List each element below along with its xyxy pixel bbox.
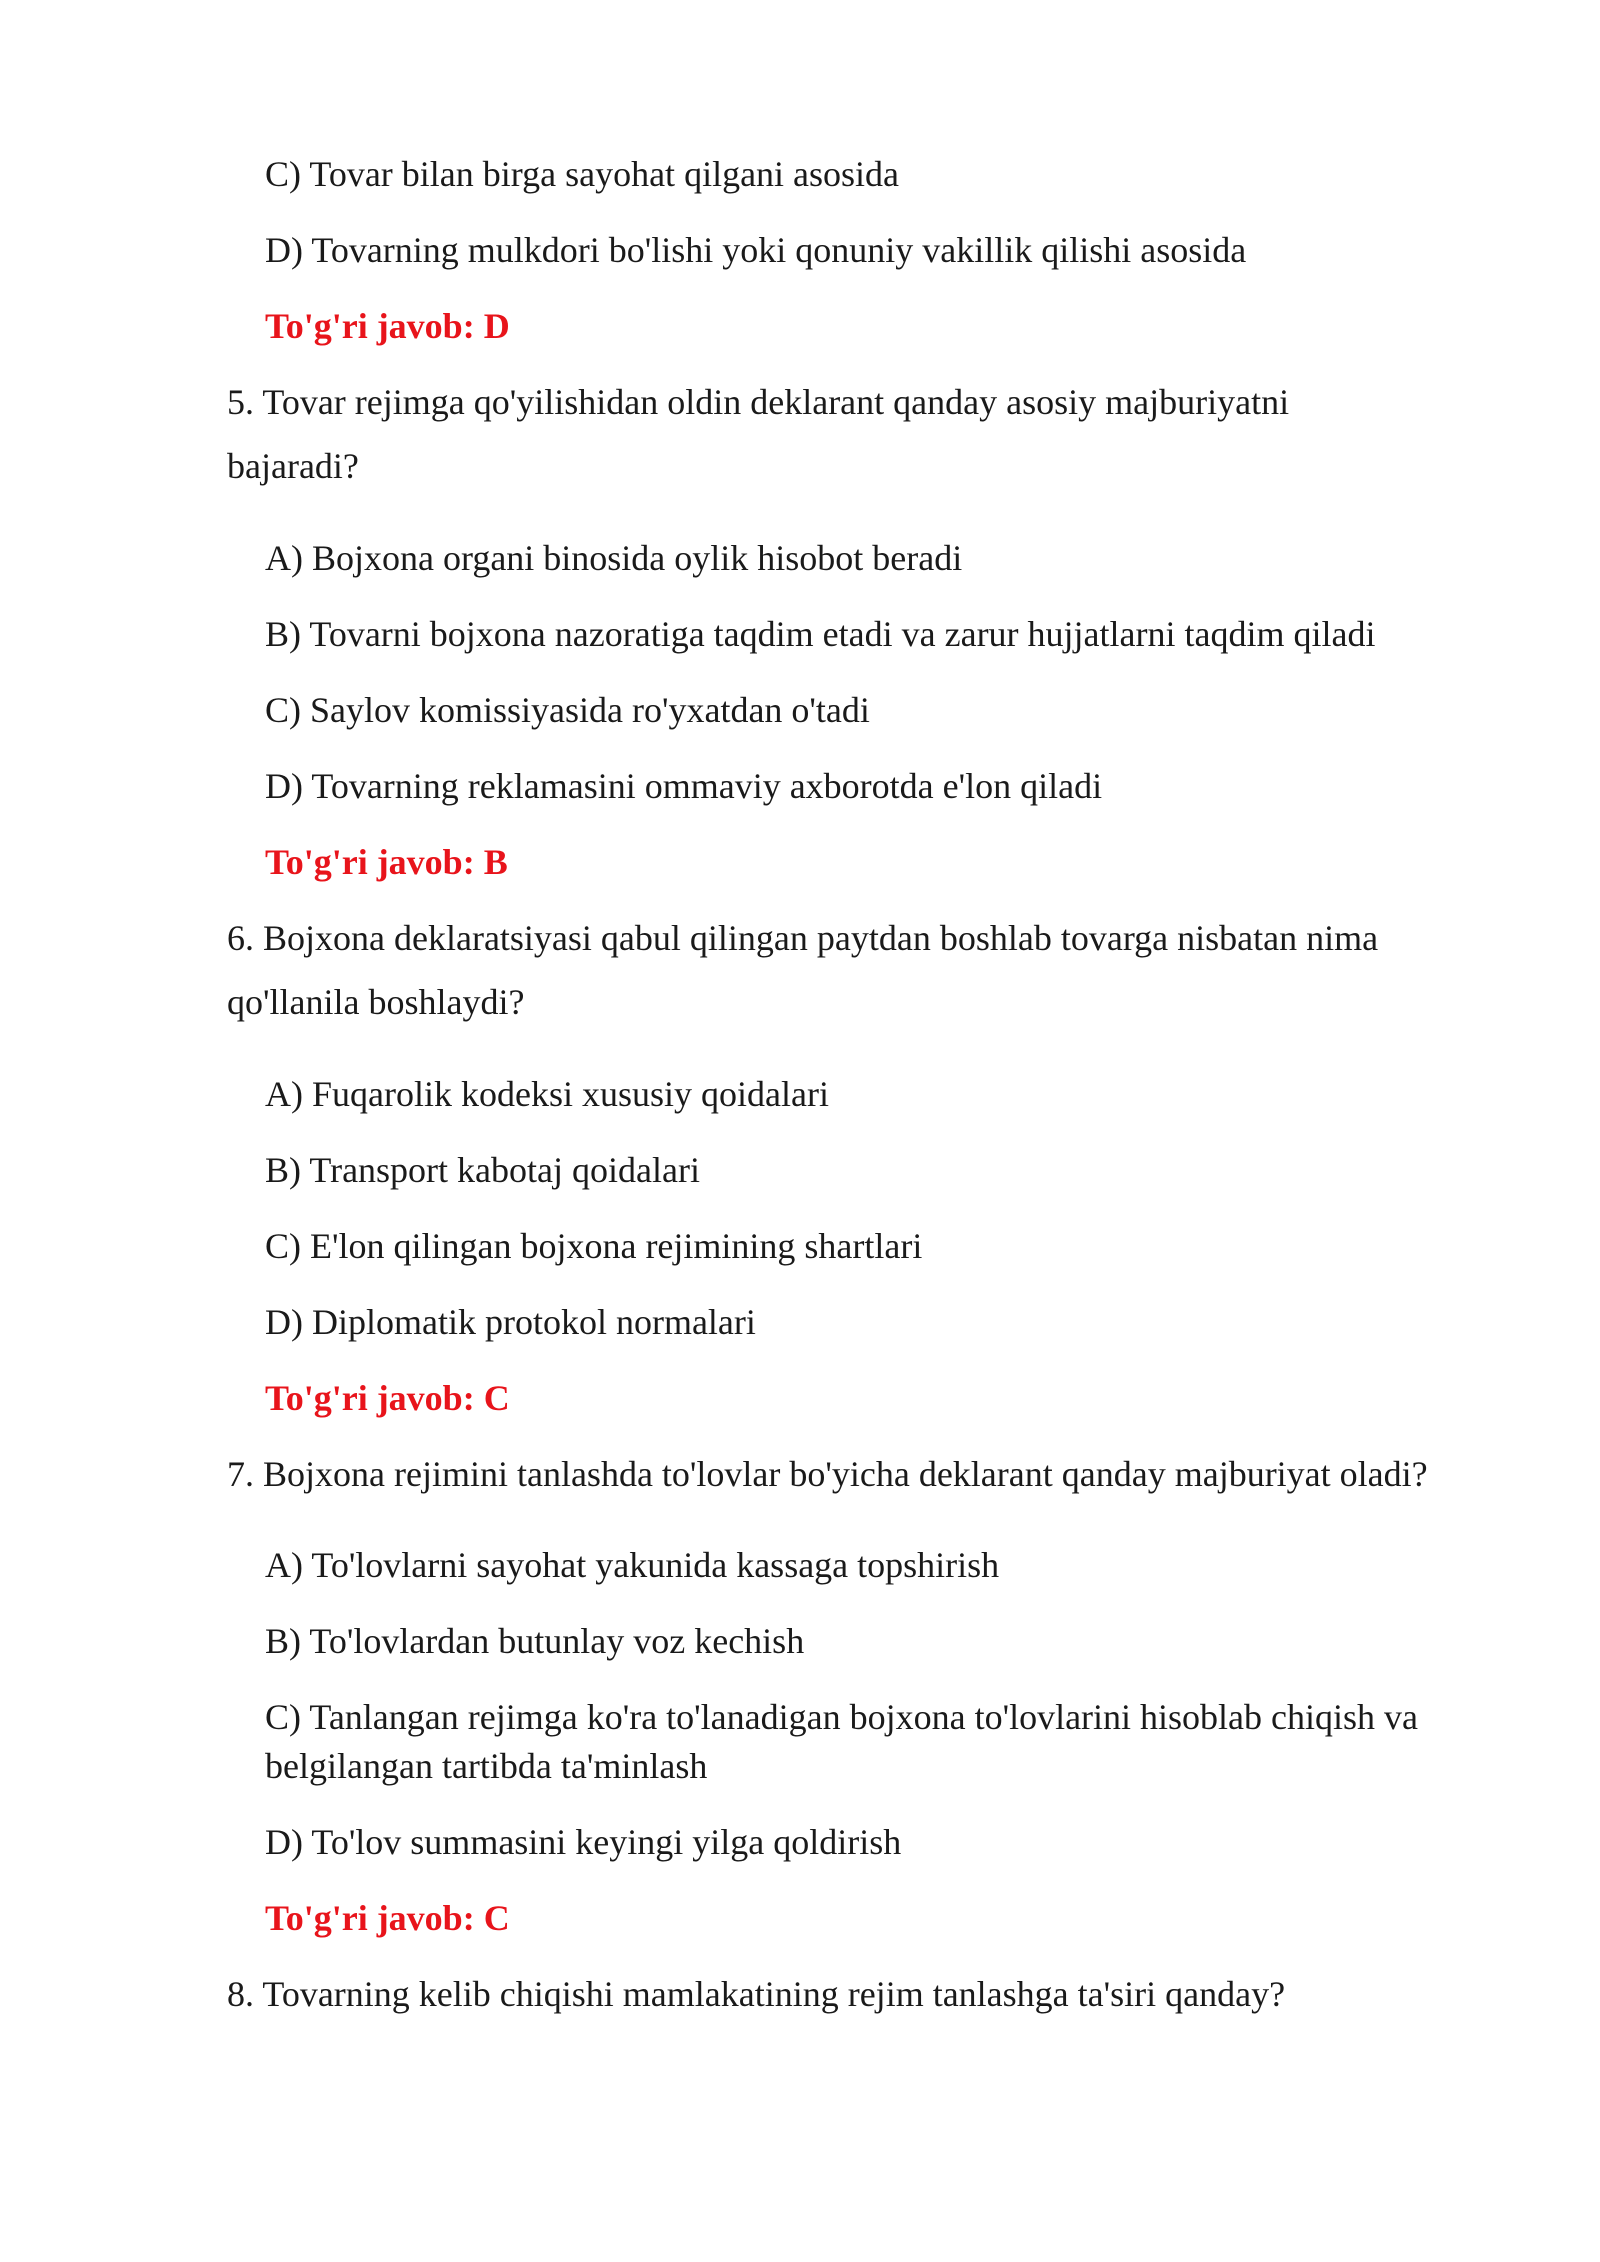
- question-text: qo'llanila boshlaydi?: [227, 982, 525, 1022]
- answer-option-continuation: belgilangan tartibda ta'minlash: [265, 1746, 708, 1786]
- answer-option: D) To'lov summasini keyingi yilga qoldirish: [265, 1822, 902, 1862]
- answer-option: A) To'lovlarni sayohat yakunida kassaga topshirish: [265, 1545, 1000, 1585]
- answer-option: A) Bojxona organi binosida oylik hisobot beradi: [265, 538, 963, 578]
- answer-option: D) Diplomatik protokol normalari: [265, 1302, 756, 1342]
- answer-option: C) Saylov komissiyasida ro'yxatdan o'tadi: [265, 690, 870, 730]
- answer-option: D) Tovarning mulkdori bo'lishi yoki qonuniy vakillik qilishi asosida: [265, 230, 1247, 270]
- answer-option: C) Tanlangan rejimga ko'ra to'lanadigan bojxona to'lovlarini hisoblab chiqish va: [265, 1697, 1419, 1737]
- answer-option: B) Tovarni bojxona nazoratiga taqdim etadi va zarur hujjatlarni taqdim qiladi: [265, 614, 1376, 654]
- question-text: 6. Bojxona deklaratsiyasi qabul qilingan paytdan boshlab tovarga nisbatan nima: [227, 918, 1379, 958]
- correct-answer-label: To'g'ri javob: D: [265, 306, 510, 346]
- question-text: bajaradi?: [227, 446, 359, 486]
- correct-answer-label: To'g'ri javob: B: [265, 842, 508, 882]
- answer-option: B) Transport kabotaj qoidalari: [265, 1150, 700, 1190]
- answer-option: A) Fuqarolik kodeksi xususiy qoidalari: [265, 1074, 829, 1114]
- question-text: 7. Bojxona rejimini tanlashda to'lovlar bo'yicha deklarant qanday majburiyat oladi?: [227, 1454, 1428, 1494]
- question-text: 5. Tovar rejimga qo'yilishidan oldin deklarant qanday asosiy majburiyatni: [227, 382, 1290, 422]
- answer-option: B) To'lovlardan butunlay voz kechish: [265, 1621, 805, 1661]
- correct-answer-label: To'g'ri javob: C: [265, 1898, 510, 1938]
- answer-option: D) Tovarning reklamasini ommaviy axborotda e'lon qiladi: [265, 766, 1103, 806]
- answer-option: C) Tovar bilan birga sayohat qilgani asosida: [265, 154, 900, 194]
- question-text: 8. Tovarning kelib chiqishi mamlakatining rejim tanlashga ta'siri qanday?: [227, 1974, 1286, 2014]
- answer-option: C) E'lon qilingan bojxona rejimining shartlari: [265, 1226, 923, 1266]
- correct-answer-label: To'g'ri javob: C: [265, 1378, 510, 1418]
